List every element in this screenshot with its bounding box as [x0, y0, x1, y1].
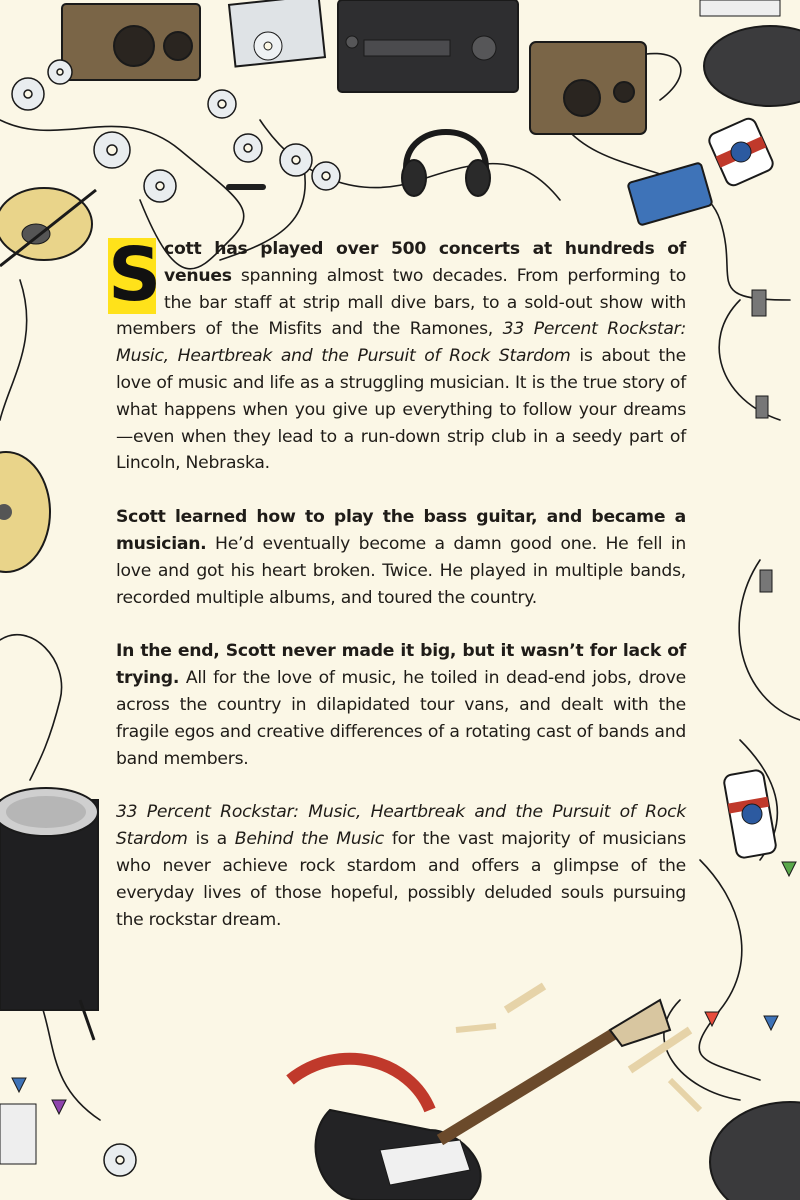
soda-can-icon [707, 116, 775, 187]
drumstick-icon [456, 986, 700, 1110]
paragraph-1-text-1: spanning almost two decades. From performing to the bar staff at strip mall dive bars, to a sold-out show with members of the Misfits and the Ramones, [116, 265, 686, 340]
soda-can-icon [723, 769, 777, 859]
trash-bin-icon [710, 1102, 800, 1200]
cymbal-icon [0, 452, 50, 572]
paragraph-2-lead: Scott learned how to play the bass guitar, and became a musician. [116, 507, 686, 554]
drum-icon [0, 788, 98, 1040]
paragraph-2 [116, 504, 686, 611]
cd-case-icon [229, 0, 325, 67]
sheet-music-icon [700, 0, 780, 16]
headphones-icon [402, 132, 490, 196]
speaker-icon [62, 4, 200, 80]
paragraph-1-lead: cott has played over 500 concerts at hundreds of venues [164, 239, 686, 286]
paragraph-1 [108, 232, 686, 477]
paragraph-2-text: He’d eventually become a damn good one. He fell in love and got his heart broken. Twice. He played in multiple bands, recorded multiple albums, and toured the country. [116, 533, 686, 608]
effects-pedal-icon [627, 162, 712, 225]
speaker-icon [530, 42, 646, 134]
book-title: 33 Percent Rockstar: Music, Heartbreak and the Pursuit of Rock Stardom [116, 802, 686, 850]
cymbal-icon [0, 188, 96, 266]
paragraph-3 [116, 638, 686, 772]
show-title: Behind the Music [234, 829, 384, 850]
paragraph-3-text: All for the love of music, he toiled in dead-end jobs, drove across the country in dilapidated tour vans, and dealt with the fragile egos and creative differences of a rotating cast of bands and band members. [116, 668, 686, 769]
paragraph-3-lead: In the end, Scott never made it big, but it wasn’t for lack of trying. [116, 641, 686, 689]
paragraph-4-text-2: for the vast majority of musicians who never achieve rock stardom and offers a glimpse of the everyday lives of those hopeful, possibly deluded souls pursuing the rockstar dream. [116, 829, 687, 930]
drop-cap: S [108, 232, 162, 318]
marker-icon [226, 184, 266, 190]
paragraph-4 [116, 799, 686, 933]
paragraph-4-text-1: is a [187, 829, 235, 850]
sheet-music-icon [0, 1104, 36, 1164]
cap-icon [704, 26, 800, 106]
book-description [108, 232, 687, 960]
stereo-receiver-icon [338, 0, 518, 92]
paragraph-1-text-2: is about the love of music and life as a struggling musician. It is the true story of what happens when you give up everything to follow your dreams—even when they lead to a run-down strip club in a seedy part of Lincoln, Nebraska. [116, 346, 686, 474]
book-title: 33 Percent Rockstar: Music, Heartbreak and the Pursuit of Rock Stardom [116, 319, 686, 367]
cable-plug-icon [752, 290, 772, 592]
